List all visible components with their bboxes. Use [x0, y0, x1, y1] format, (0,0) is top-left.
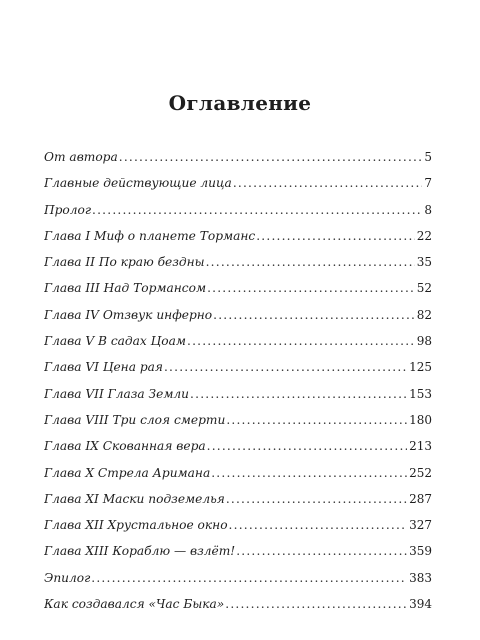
toc-entry-label: Глава VIII Три слоя смерти	[44, 412, 226, 427]
toc-entry-label: Глава IX Скованная вера	[44, 439, 206, 454]
toc-entry-label: Глава III Над Тормансом	[44, 281, 207, 296]
toc-entry[interactable]	[44, 597, 432, 623]
toc-entry-page: 252	[409, 465, 432, 480]
toc-leader-dots	[256, 229, 414, 243]
toc-entry-page: 383	[409, 570, 432, 585]
toc-entry-page: 22	[416, 228, 432, 243]
toc-leader-dots	[226, 492, 407, 506]
toc-entry-label: Глава XIII Кораблю — взлёт!	[44, 544, 236, 559]
toc-entry[interactable]	[44, 439, 432, 465]
toc-leader-dots	[233, 176, 423, 190]
toc-leader-dots	[207, 439, 407, 453]
toc-entry[interactable]	[44, 492, 432, 518]
toc-entry[interactable]	[44, 544, 432, 570]
toc-entry-page: 327	[409, 518, 432, 533]
toc-entry-page: 180	[409, 412, 432, 427]
toc-entry-page: 52	[416, 281, 432, 296]
toc-entry-page: 287	[409, 491, 432, 506]
toc-entry[interactable]	[44, 334, 432, 360]
toc-entry[interactable]	[44, 466, 432, 492]
toc-entry-page: 7	[424, 176, 432, 191]
toc-leader-dots	[229, 518, 408, 532]
toc-entry[interactable]	[44, 308, 432, 334]
toc-entry-label: Главные действующие лица	[44, 176, 232, 191]
toc-entry-label: Глава XI Маски подземелья	[44, 491, 225, 506]
toc-entry-page: 213	[409, 439, 432, 454]
toc-entry[interactable]	[44, 413, 432, 439]
toc-entry-page: 153	[409, 386, 432, 401]
toc-leader-dots	[187, 334, 415, 348]
toc-leader-dots	[206, 255, 415, 269]
toc-entry[interactable]	[44, 571, 432, 597]
toc-entry-label: Эпилог	[44, 570, 91, 585]
toc-entry-page: 8	[424, 202, 432, 217]
toc-entry[interactable]	[44, 255, 432, 281]
toc-entry-page: 125	[409, 360, 432, 375]
toc-entry-label: Глава VI Цена рая	[44, 360, 163, 375]
toc-entry-page: 35	[416, 255, 432, 270]
toc-leader-dots	[207, 281, 415, 295]
toc-entry-page: 5	[424, 150, 432, 164]
toc-entry-page: 98	[416, 334, 432, 349]
page-title: Оглавление	[168, 91, 312, 115]
toc-entry[interactable]	[44, 387, 432, 413]
table-of-contents	[44, 150, 432, 623]
toc-entry-label: Глава V В садах Цоам	[44, 334, 187, 349]
toc-leader-dots	[91, 571, 407, 585]
toc-entry-label: Глава I Миф о планете Торманс	[44, 228, 256, 243]
toc-entry[interactable]	[44, 203, 432, 229]
toc-leader-dots	[190, 387, 407, 401]
toc-leader-dots	[119, 150, 423, 164]
toc-entry-label: Глава IV Отзвук инферно	[44, 307, 213, 322]
toc-leader-dots	[226, 413, 407, 427]
toc-entry[interactable]	[44, 150, 432, 176]
toc-leader-dots	[236, 544, 407, 558]
toc-entry-page: 394	[409, 597, 432, 612]
toc-entry-label: Глава XII Хрустальное окно	[44, 518, 228, 533]
toc-entry-label: Глава II По краю бездны	[44, 255, 205, 270]
toc-entry-label: Как создавался «Час Быка»	[44, 597, 225, 612]
toc-entry[interactable]	[44, 518, 432, 544]
toc-leader-dots	[225, 597, 407, 611]
toc-entry-page: 82	[416, 307, 432, 322]
toc-entry[interactable]	[44, 360, 432, 386]
toc-leader-dots	[213, 308, 415, 322]
toc-entry[interactable]	[44, 281, 432, 307]
toc-leader-dots	[211, 466, 407, 480]
toc-leader-dots	[92, 203, 422, 217]
toc-entry[interactable]	[44, 176, 432, 202]
toc-entry-label: Глава X Стрела Аримана	[44, 465, 211, 480]
toc-entry-label: Пролог	[44, 202, 92, 217]
toc-entry-page: 359	[409, 544, 432, 559]
toc-entry-label: Глава VII Глаза Земли	[44, 386, 190, 401]
toc-entry[interactable]	[44, 229, 432, 255]
toc-leader-dots	[164, 360, 407, 374]
toc-entry-label: От автора	[44, 150, 118, 164]
